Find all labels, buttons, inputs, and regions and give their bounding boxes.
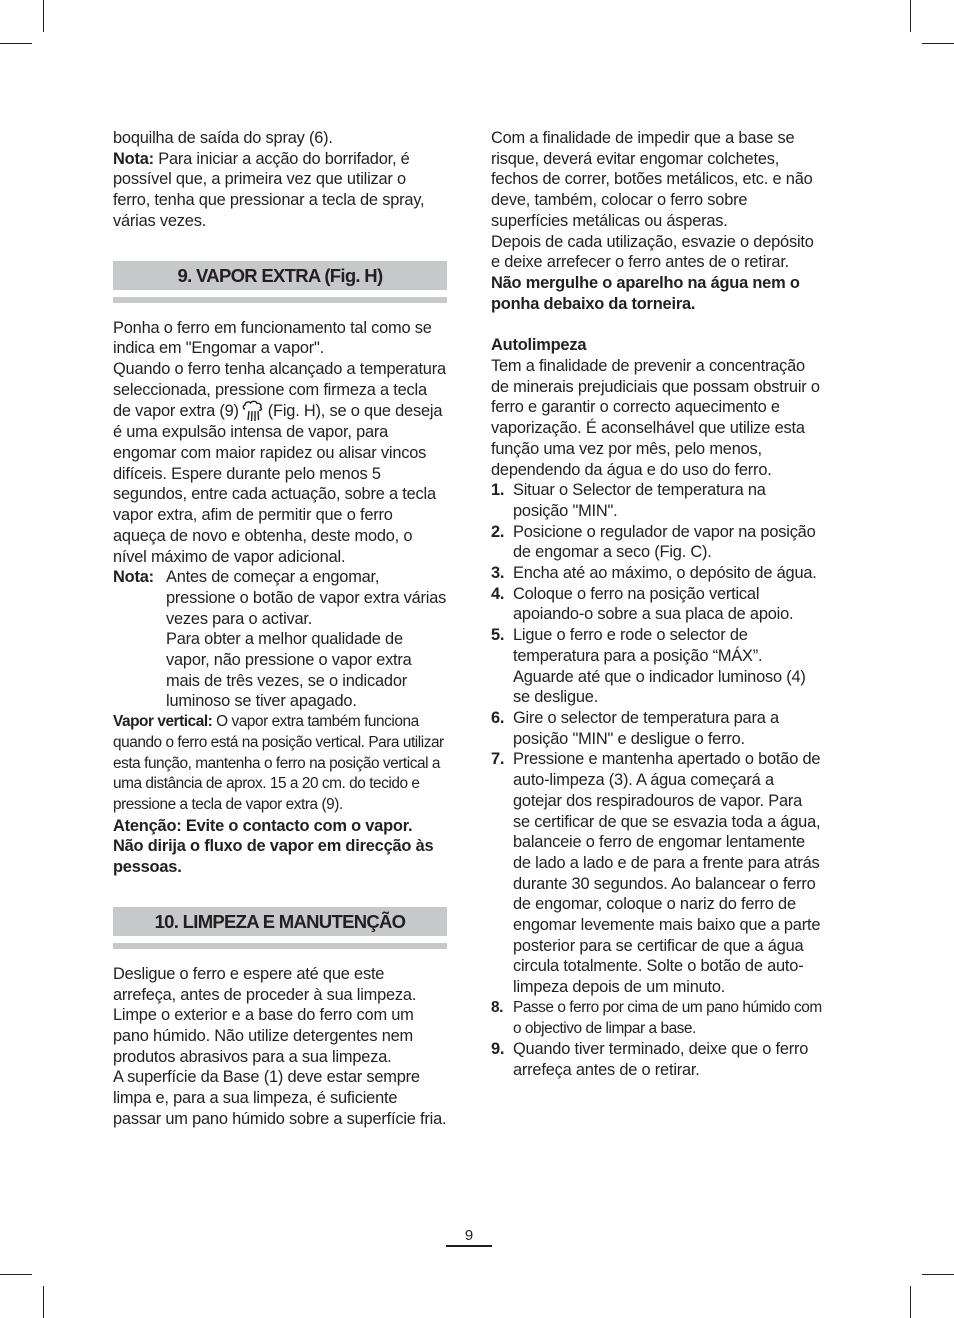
steam-warning: Atenção: Evite o contacto com o vapor. Não dirija o fluxo de vapor em direcção às pessoas. [113, 816, 434, 877]
right-column [491, 128, 823, 1081]
list-item [491, 584, 823, 625]
section-9-paragraph-2 [113, 359, 447, 567]
empty-tank-paragraph: Depois de cada utilização, esvazie o depósito e deixe arrefecer o ferro antes de o retirar. [491, 232, 814, 272]
list-item [491, 708, 823, 749]
intro-note [113, 149, 447, 232]
crop-mark [43, 1286, 44, 1318]
crop-mark [910, 1286, 911, 1318]
section-10-paragraph-1: Desligue o ferro e espere até que este arrefeça, antes de proceder à sua limpeza. Limpe o exterior e a base do ferro com um pano húmido. Não utilize detergentes nem produtos abrasivos para a sua limpeza. [113, 964, 417, 1066]
note-label: Nota: [113, 568, 154, 587]
autolimpeza-title: Autolimpeza [491, 336, 587, 355]
step-number: 5. [491, 626, 505, 645]
step-number: 1. [491, 481, 505, 500]
crop-mark [43, 0, 44, 32]
autolimpeza-intro: Tem a finalidade de prevenir a concentração de minerais prejudiciais que possam obstruir o ferro e garantir o correcto aquecimento e vaporização. É aconselhável que utilize esta função uma vez por mês, pelo menos, dependendo da água e do uso do ferro. [491, 357, 820, 479]
section-10-heading: 10. LIMPEZA E MANUTENÇÃO [113, 907, 447, 936]
crop-mark [922, 43, 954, 44]
note-text: Para iniciar a acção do borrifador, é possível que, a primeira vez que utilizar o ferro, tenha que pressionar a tecla de spray, várias vezes. [113, 149, 425, 230]
step-number: 2. [491, 522, 505, 541]
note-text-1: Antes de começar a engomar, pressione o botão de vapor extra várias vezes para o activar. [166, 568, 447, 628]
step-number: 3. [491, 564, 505, 583]
step-text: Posicione o regulador de vapor na posição de engomar a seco (Fig. C). [513, 522, 816, 562]
step-number: 4. [491, 584, 505, 603]
list-item [491, 625, 823, 708]
paragraph-text: Quando o ferro tenha alcançado a temperatura seleccionada, pressione com firmeza a tecla de vapor extra (9) [113, 359, 446, 421]
water-warning: Não mergulhe o aparelho na água nem o ponha debaixo da torneira. [491, 273, 800, 313]
step-text: Quando tiver terminado, deixe que o ferro arrefeça antes de o retirar. [513, 1040, 809, 1079]
base-care-paragraph: Com a finalidade de impedir que a base se risque, deverá evitar engomar colchetes, fechos de correr, botões metálicos, etc. e não deve, também, colocar o ferro sobre superfícies metálicas ou ásperas. [491, 129, 813, 230]
page-number: 9 [464, 1227, 474, 1244]
list-item [491, 522, 823, 563]
section-10-paragraph-2: A superfície da Base (1) deve estar sempre limpa e, para a sua limpeza, é suficiente passar um pano húmido sobre a superfície fria. [113, 1068, 447, 1128]
step-text: Pressione e mantenha apertado o botão de auto-limpeza (3). A água começará a gotejar dos respiradouros de vapor. Para se certificar de que se esvazia toda a água, balanceie o ferro de engomar lentamente de lado a lado e de para a frente para atrás durante 30 segundos. Ao balancear o ferro de engomar, coloque o nariz do ferro de engomar levemente mais baixo que a parte posterior para se certificar de que a água circula totalmente. Solte o botão de auto-limpeza depois de um minuto. [513, 750, 821, 997]
step-text: Ligue o ferro e rode o selector de temperatura para a posição “MÁX”. Aguarde até que o indicador luminoso (4) se desligue. [513, 626, 806, 707]
self-clean-steps [491, 480, 823, 1080]
step-number: 9. [491, 1040, 505, 1059]
left-column [113, 128, 447, 1129]
crop-mark [922, 1274, 954, 1275]
step-text: Passe o ferro por cima de um pano húmido com o objectivo de limpar a base. [513, 998, 822, 1037]
step-number: 7. [491, 750, 505, 769]
section-9-note [113, 567, 447, 712]
step-text: Gire o selector de temperatura para a posição "MIN" e desligue o ferro. [513, 708, 779, 748]
step-text: Coloque o ferro na posição vertical apoiando-o sobre a sua placa de apoio. [513, 584, 794, 624]
vertical-steam-paragraph [113, 712, 447, 816]
heading-divider [113, 297, 447, 303]
crop-mark [0, 1274, 32, 1275]
note-text-2: Para obter a melhor qualidade de vapor, não pressione o vapor extra mais de três vezes, se o indicador luminoso se tiver apagado. [166, 630, 412, 711]
list-item [491, 998, 823, 1039]
step-number: 6. [491, 708, 505, 727]
vertical-steam-text: O vapor extra também funciona quando o ferro está na posição vertical. Para utilizar esta função, mantenha o ferro na posição vertical a uma distância de aprox. 15 a 20 cm. do tecido e pressione a tecla de vapor extra (9). [113, 713, 444, 813]
list-item [491, 480, 823, 521]
page-number-rule [446, 1245, 492, 1247]
extra-steam-icon [241, 400, 265, 422]
paragraph-text: (Fig. H), se o que deseja é uma expulsão intensa de vapor, para engomar com maior rapidez ou alisar vincos difíceis. Espere durante pelo menos 5 segundos, entre cada actuação, sobre a tecla vapor extra, afim de permitir que o ferro aqueça de novo e obtenha, deste modo, o nível máximo de vapor adicional. [113, 402, 443, 566]
list-item [491, 749, 823, 997]
note-label: Nota: [113, 149, 154, 168]
list-item [491, 563, 823, 584]
step-text: Encha até ao máximo, o depósito de água. [513, 564, 817, 583]
crop-mark [910, 0, 911, 32]
section-9-heading: 9. VAPOR EXTRA (Fig. H) [113, 261, 447, 290]
section-9-paragraph-1: Ponha o ferro em funcionamento tal como se indica em "Engomar a vapor". [113, 318, 432, 358]
step-number: 8. [491, 998, 503, 1016]
intro-line: boquilha de saída do spray (6). [113, 129, 333, 147]
vertical-steam-label: Vapor vertical: [113, 713, 213, 731]
heading-divider [113, 943, 447, 949]
step-text: Situar o Selector de temperatura na posição "MIN". [513, 481, 766, 520]
list-item [491, 1039, 823, 1080]
crop-mark [0, 43, 32, 44]
